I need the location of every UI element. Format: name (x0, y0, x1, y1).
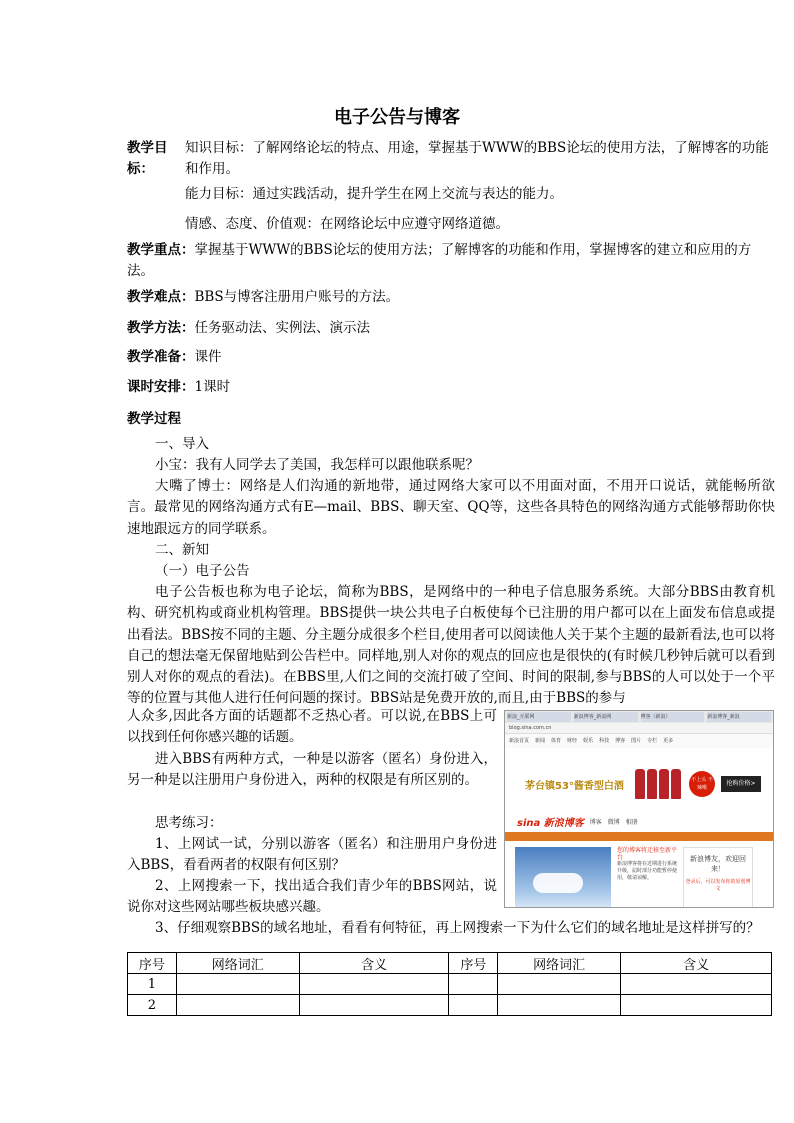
prep (127, 347, 775, 368)
welcome-text: 新浪博友，欢迎回来！ (690, 855, 746, 873)
table-cell (621, 974, 772, 995)
bottle-icon (647, 769, 657, 799)
table-header-row (128, 953, 772, 974)
key-points (127, 240, 775, 282)
page-title: 电子公告与博客 (334, 107, 460, 128)
bbs-paragraph: 电子公告板也称为电子论坛，简称为BBS，是网络中的一种电子信息服务系统。大部分BBS由教育机构、研究机构或商业机构管理。BBS提供一块公共电子白板使每个已注册的用户都可以在上面发布信息或提出看法。BBS按不同的主题、分主题分成很多个栏目,使用者可以阅读他人关于某个主题的最新看法,也可以将自己的想法毫无保留地贴到公告栏中。同样地,别人对你的观点的回应也是很快的(有时候几秒钟后就可以看到别人对你的观点的看法)。在BBS里,人们之间的交流打破了空间、时间的限制,参与BBS的人可以处于一个平等的位置与其他人进行任何问题的探讨。BBS站是免费开放的,而且,由于BBS的参与 (127, 584, 775, 707)
welcome-box (683, 847, 753, 908)
header-link: 博客 (589, 818, 602, 826)
table-cell (621, 995, 772, 1016)
key-points-text: 掌握基于WWW的BBS论坛的使用方法；了解博客的功能和作用，掌握博客的建立和应用的方法。 (127, 242, 752, 279)
browser-tab: 新浪博客_新浪网 (574, 712, 638, 722)
table-row (128, 974, 772, 995)
schedule (127, 377, 775, 398)
table-cell (176, 995, 299, 1016)
vocabulary-table (127, 952, 772, 1016)
method-label: 教学方法： (127, 320, 195, 336)
browser-tab: 博客（新浪） (641, 712, 705, 722)
ad-banner (515, 764, 763, 804)
content-area (505, 847, 773, 908)
think-heading: 思考练习： (155, 815, 223, 831)
sina-logo: sina 新浪博客 (517, 817, 584, 829)
ad-text: 茅台镇53°酱香型白酒 (525, 780, 624, 792)
nav-item: 新闻 (535, 738, 546, 744)
process-heading: 教学过程 (127, 411, 181, 427)
nav-item: 图片 (631, 738, 642, 744)
table-cell (449, 974, 498, 995)
bottle-icon (659, 769, 669, 799)
table-cell (299, 995, 449, 1016)
xiaobao-line: 小宝：我有人同学去了美国，我怎样可以跟他联系呢？ (155, 457, 479, 473)
emotion-objective: 情感、态度、价值观：在网络论坛中应遵守网络道德。 (185, 216, 509, 232)
intro-heading: 一、导入 (155, 436, 209, 452)
header-link: 微博 (607, 818, 620, 826)
header-cell: 含义 (621, 953, 772, 974)
nav-item: 财经 (567, 738, 578, 744)
sina-header (505, 814, 773, 828)
header-cell: 序号 (128, 953, 177, 974)
objectives-label: 教学目标： (127, 140, 168, 177)
nav-item: 体育 (551, 738, 562, 744)
header-cell: 网络词汇 (176, 953, 299, 974)
table-cell: 1 (128, 974, 177, 995)
bbs-paragraph-tail: 人众多,因此各方面的话题都不乏热心者。可以说,在BBS上可以找到任何你感兴趣的话题。 (127, 708, 497, 746)
doctor-paragraph: 大嘴了博士：网络是人们沟通的新地带，通过网络大家可以不用面对面，不用开口说话，就能畅所欲言。最常见的网络沟通方式有E—mail、BBS、聊天室、QQ等，这些各具特色的网络沟通方式能够帮助你快速地跟远方的同学联系。 (127, 478, 775, 537)
table-cell (299, 974, 449, 995)
header-link: 相册 (625, 818, 638, 826)
browser-tabs (505, 711, 773, 723)
nav-item: 新浪首页 (509, 738, 530, 744)
site-nav (505, 734, 773, 748)
prep-label: 教学准备： (127, 349, 195, 365)
new-heading: 二、新知 (155, 542, 209, 558)
header-cell: 含义 (299, 953, 449, 974)
sky-image (515, 847, 611, 908)
nav-item: 娱乐 (583, 738, 594, 744)
blog-screenshot (504, 710, 774, 908)
ability-objective: 能力目标：通过实践活动，提升学生在网上交流与表达的能力。 (185, 186, 563, 202)
schedule-label: 课时安排： (127, 379, 195, 395)
bbs-subheading: （一）电子公告 (155, 563, 250, 579)
browser-tab: 新浪_互联网 (507, 712, 571, 722)
method (127, 318, 775, 339)
difficulty-text: BBS与博客注册用户账号的方法。 (194, 289, 400, 305)
browser-tab: 新浪博客_新浪 (707, 712, 771, 722)
nav-item: 更多 (663, 738, 674, 744)
header-cell: 序号 (449, 953, 498, 974)
ad-badge: 不上头 不辣喉 (689, 771, 715, 797)
nav-item: 专栏 (647, 738, 658, 744)
notice-title: 您的博客将迁移至新平台 (617, 847, 678, 861)
schedule-text: 1课时 (194, 379, 231, 395)
bbs-access-paragraph: 进入BBS有两种方式，一种是以游客（匿名）身份进入，另一种是以注册用户身份进入，两种的权限是有所区别的。 (127, 751, 497, 789)
table-cell: 2 (128, 995, 177, 1016)
cloud-shape (533, 873, 583, 893)
table-cell (449, 995, 498, 1016)
ad-button: 抢购价格> (721, 776, 761, 792)
difficulty-label: 教学难点： (127, 289, 195, 305)
notice-body: 新浪博客将在近期进行系统升级，届时部分功能暂停使用，敬请谅解。 (617, 861, 678, 881)
exercise-3: 3、仔细观察BBS的域名地址，看看有何特征，再上网搜索一下为什么它们的域名地址是这样拼写的？ (155, 920, 760, 936)
table-cell (498, 995, 621, 1016)
address-bar: blog.sina.com.cn (505, 723, 773, 734)
nav-item: 博客 (615, 738, 626, 744)
notice-block (617, 847, 677, 908)
exercise-2: 2、上网搜索一下，找出适合我们青少年的BBS网站，说说你对这些网站哪些板块感兴趣。 (127, 878, 497, 916)
welcome-small: 登录后，可以发布你的原创博文 (685, 879, 751, 892)
orange-nav-bar (505, 832, 773, 841)
table-cell (498, 974, 621, 995)
bottle-icon (635, 769, 645, 799)
key-points-label: 教学重点： (127, 242, 195, 258)
difficulty (127, 287, 775, 308)
header-cell: 网络词汇 (498, 953, 621, 974)
bottle-icon (671, 769, 681, 799)
exercise-1: 1、上网试一试，分别以游客（匿名）和注册用户身份进入BBS，看看两者的权限有何区别？ (127, 836, 497, 874)
table-row (128, 995, 772, 1016)
table-cell (176, 974, 299, 995)
bottle-images (635, 769, 681, 799)
method-text: 任务驱动法、实例法、演示法 (194, 320, 370, 336)
knowledge-objective: 知识目标：了解网络论坛的特点、用途，掌握基于WWW的BBS论坛的使用方法，了解博客的功能和作用。 (185, 140, 769, 177)
prep-text: 课件 (194, 349, 222, 365)
nav-item: 科技 (599, 738, 610, 744)
